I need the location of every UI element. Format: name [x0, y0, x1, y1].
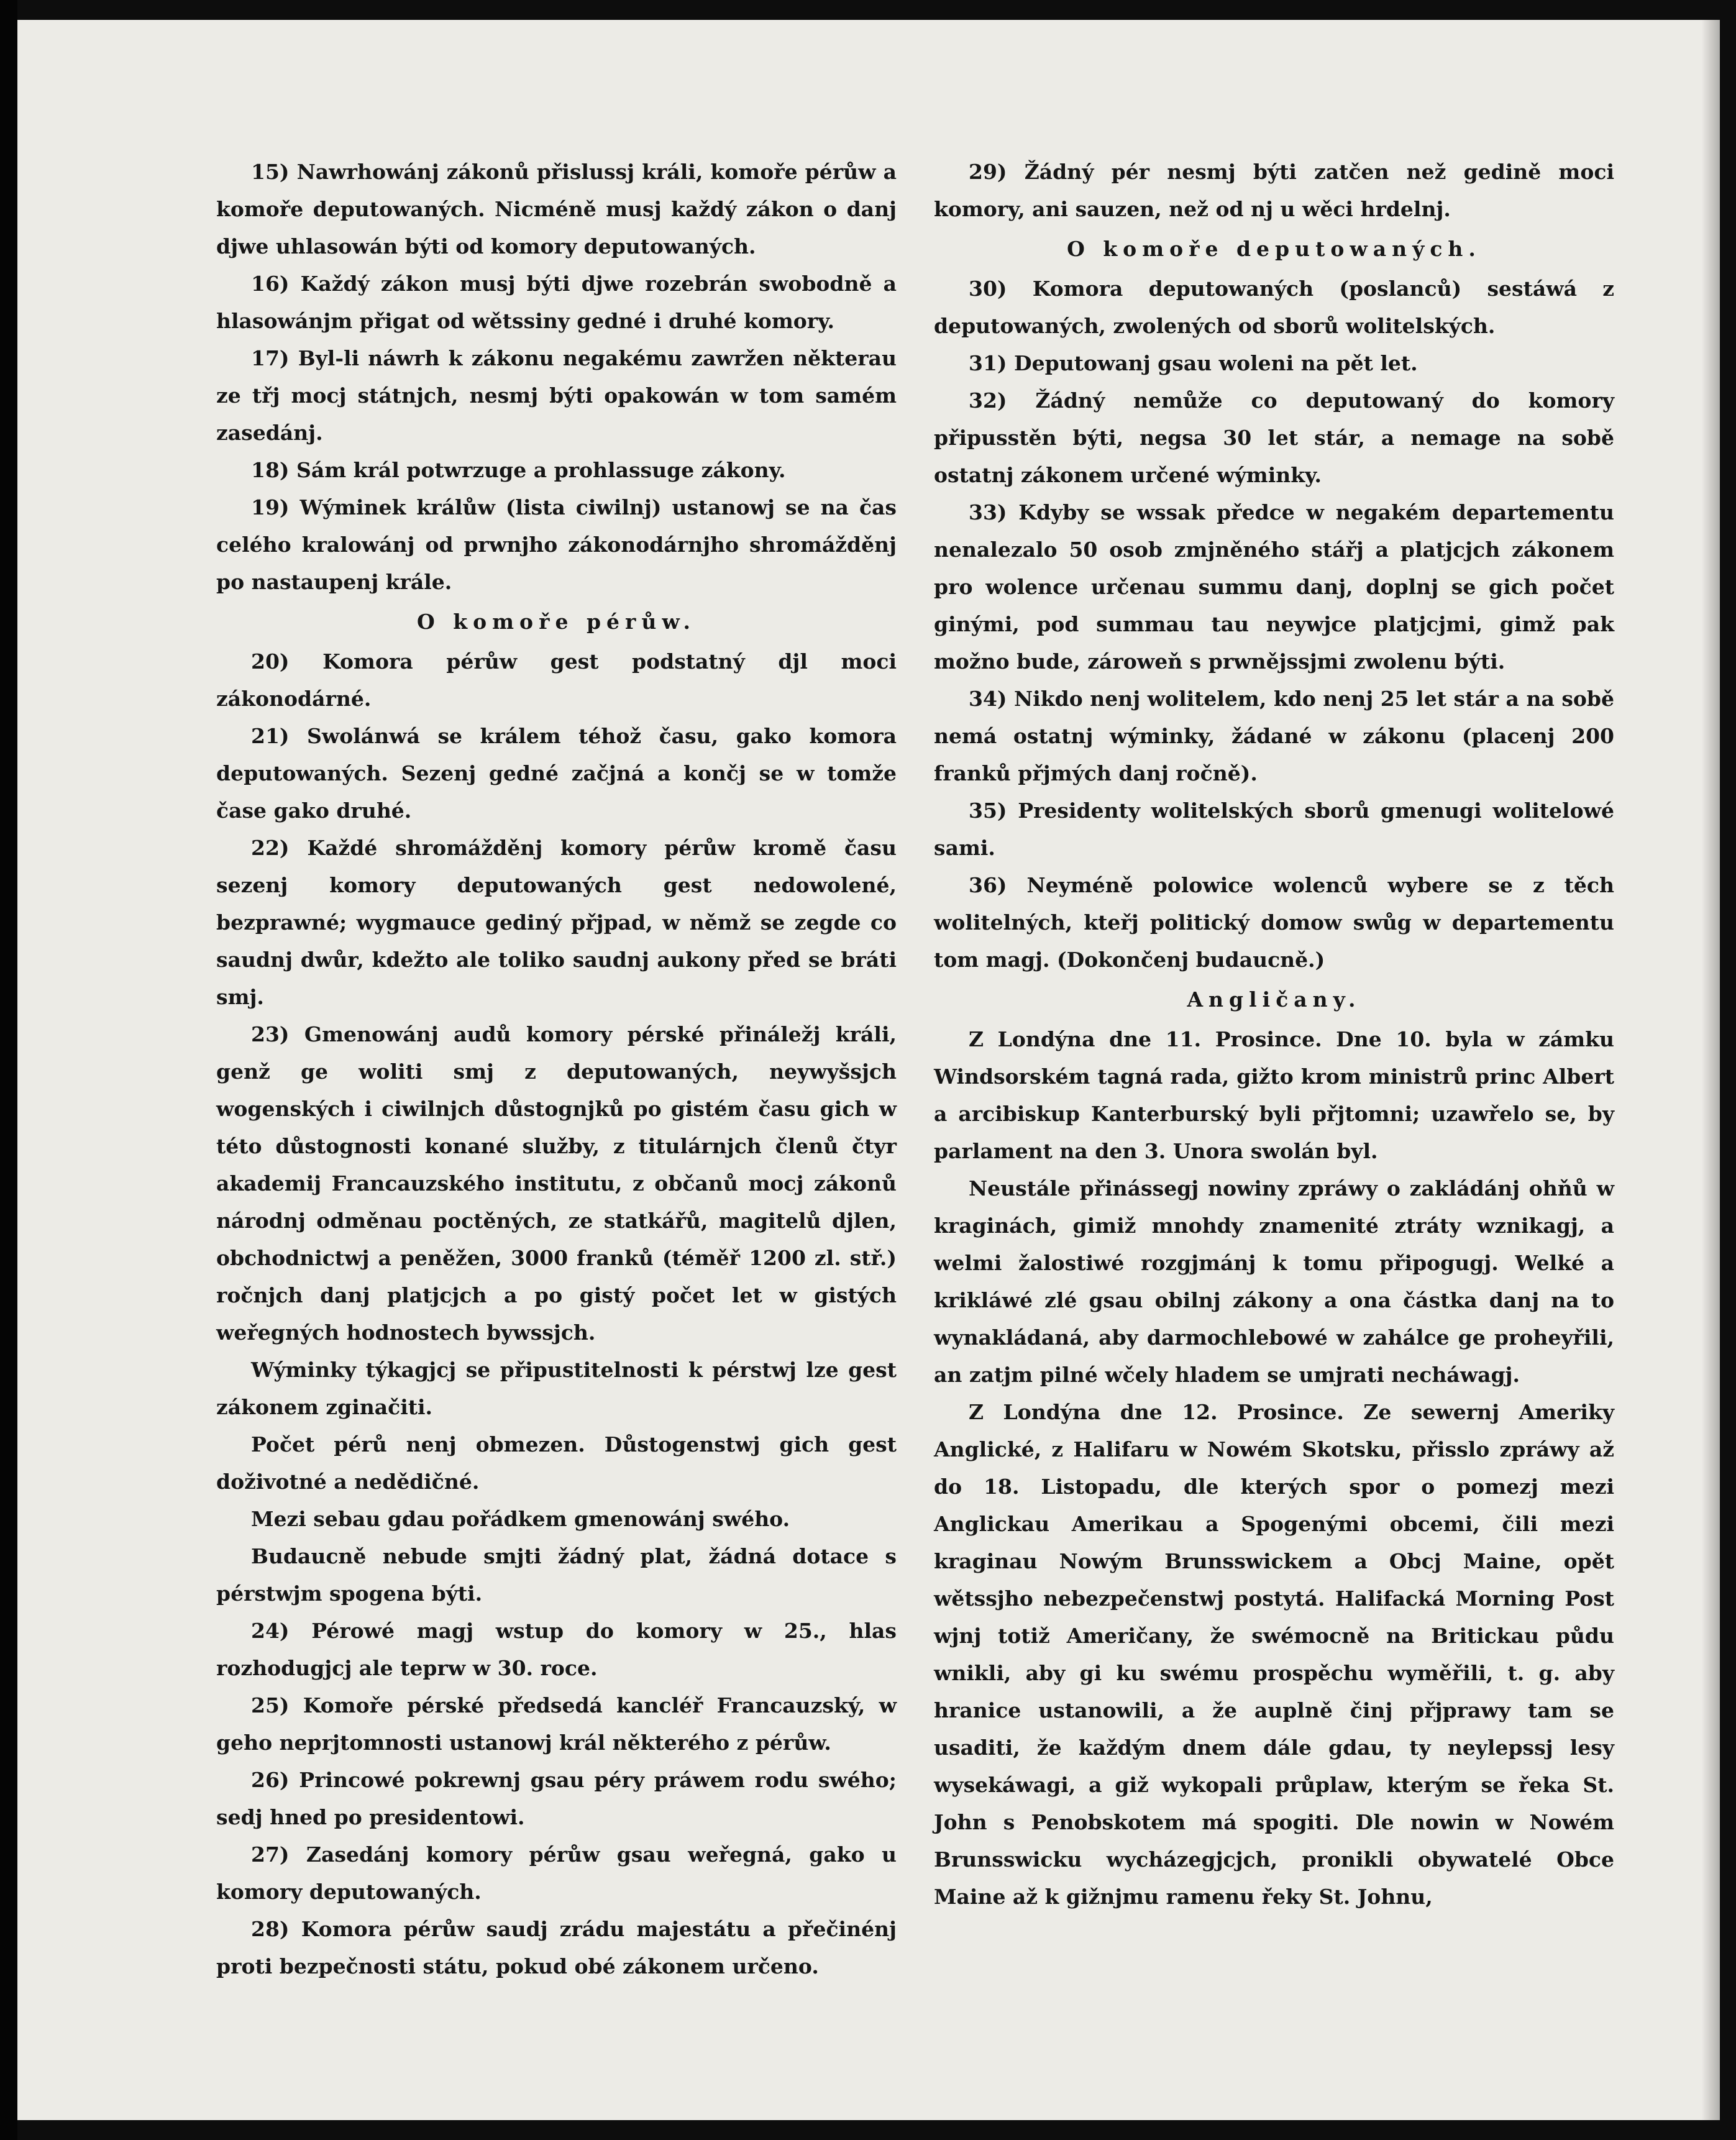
article-33: 33) Kdyby se wssak předce w negakém departementu nenalezalo 50 osob zmjněného stářj a platjcjch zákonem pro wolence určenau summu danj, doplnj se gich počet ginými, pod summau tau neywjce platjcjmi, gimž pak možno bude, zároweň s prwnějssjmi zwolenu býti. [934, 500, 1614, 674]
article-35: 35) Presidenty wolitelských sborů gmenugi wolitelowé sami. [934, 798, 1614, 860]
paragraph: Mezi sebau gdau pořádkem gmenowánj swého. [251, 1507, 790, 1531]
right-column [934, 153, 1614, 1916]
article-26: 26) Princowé pokrewnj gsau péry práwem rodu swého; sedj hned po presidentowi. [216, 1768, 897, 1829]
article-36: 36) Neyméně polowice wolenců wybere se z těch wolitelných, kteřj politický domow swůg w departementu tom magj. (Dokončenj budaucně.) [934, 873, 1614, 972]
news-london-11: Z Londýna dne 11. Prosince. Dne 10. byla w zámku Windsorském tagná rada, gižto krom ministrů princ Albert a arcibiskup Kanterburský byli přjtomni; uzawřelo se, by parlament na den 3. Unora swolán byl. [934, 1027, 1614, 1163]
article-31: 31) Deputowanj gsau woleni na pět let. [969, 351, 1418, 375]
article-29: 29) Žádný pér nesmj býti zatčen než gedině moci komory, ani sauzen, než od nj u wěci hrdelnj. [934, 160, 1614, 221]
article-17: 17) Byl-li náwrh k zákonu negakému zawržen některau ze třj mocj státnjch, nesmj býti opakowán w tom samém zasedánj. [216, 346, 897, 445]
article-20: 20) Komora pérůw gest podstatný djl moci zákonodárné. [216, 649, 897, 711]
article-15: 15) Nawrhowánj zákonů přislussj králi, komoře pérůw a komoře deputowaných. Nicméně musj každý zákon o danj djwe uhlasowán býti od komory deputowaných. [216, 160, 897, 258]
document-page [17, 20, 1720, 2120]
article-23: 23) Gmenowánj audů komory pérské přináležj králi, genž ge woliti smj z deputowaných, neywyšsjch wogenských i ciwilnjch důstognjků po gistém času gich w této důstognosti konané služby, z titulárnjch členů čtyr akademij Francauzského institutu, z občanů mocj zákonů národnj odměnau poctěných, ze statkářů, magitelů djlen, obchodnictwj a peněžen, 3000 franků (téměř 1200 zl. stř.) ročnjch danj platjcjch a po gistý počet let w gistých weřegných hodnostech bywssjch. [216, 1022, 897, 1345]
section-heading-england: Angličany. [1187, 987, 1361, 1012]
article-30: 30) Komora deputowaných (poslanců) sestáwá z deputowaných, zwolených od sborů wolitelských. [934, 277, 1614, 338]
article-28: 28) Komora pérůw saudj zrádu majestátu a přečinénj proti bezpečnosti státu, pokud obé zákonem určeno. [216, 1917, 897, 1978]
article-16: 16) Každý zákon musj býti djwe rozebrán swobodně a hlasowánjm přigat od wětssiny gedné i druhé komory. [216, 272, 897, 333]
article-27: 27) Zasedánj komory pérůw gsau weřegná, gako u komory deputowaných. [216, 1842, 897, 1904]
news-london-12: Z Londýna dne 12. Prosince. Ze sewernj Ameriky Anglické, z Halifaru w Nowém Skotsku, přisslo zpráwy až do 18. Listopadu, dle kterých spor o pomezj mezi Anglickau Amerikau a Spogenými obcemi, čili mezi kraginau Nowým Brunsswickem a Obcj Maine, opět wětssjho nebezpečenstwj postytá. Halifacká Morning Post wjnj totiž Američany, že swémocně na Britickau půdu wnikli, aby gi ku swému prospěchu wyměřili, t. g. aby hranice ustanowili, a že auplně činj přjprawy tam se usaditi, že každým dnem dále gdau, ty neylepssj lesy wysekáwagi, a giž wykopali průplaw, kterým se řeka St. John s Penobskotem má spogiti. Dle nowin w Nowém Brunsswicku wycházegjcjch, pronikli obywatelé Obce Maine až k gižnjmu ramenu řeky St. Johnu, [934, 1400, 1614, 1909]
scan-border-left [0, 0, 17, 2140]
left-column [216, 153, 897, 1985]
paragraph: Počet pérů nenj obmezen. Důstogenstwj gich gest doživotné a nedědičné. [216, 1432, 897, 1494]
section-heading-peers: O komoře pérůw. [417, 610, 696, 634]
section-heading-deputies: O komoře deputowaných. [1067, 237, 1481, 261]
article-32: 32) Žádný nemůže co deputowaný do komory připusstěn býti, negsa 30 let stár, a nemage na sobě ostatnj zákonem určené wýminky. [934, 388, 1614, 487]
paragraph: Budaucně nebude smjti žádný plat, žádná dotace s pérstwjm spogena býti. [216, 1544, 897, 1606]
article-18: 18) Sám král potwrzuge a prohlassuge zákony. [251, 458, 786, 482]
news-fires: Neustále přinássegj nowiny zpráwy o zakládánj ohňů w kraginách, gimiž mnohdy znamenité ztráty wznikagj, a welmi žalostiwé rozgjmánj k tomu připogugj. Welké a krikláwé zlé gsau obilnj zákony a ona částka danj na to wynakládaná, aby darmochlebowé w zahálce ge proheyřili, an zatjm pilné wčely hladem se umjrati necháwagj. [934, 1176, 1614, 1387]
article-25: 25) Komoře pérské předsedá kancléř Francauzský, w geho neprjtomnosti ustanowj král některého z pérůw. [216, 1693, 897, 1755]
article-21: 21) Swolánwá se králem téhož času, gako komora deputowaných. Sezenj gedné začjná a končj se w tomže čase gako druhé. [216, 724, 897, 823]
paragraph: Wýminky týkagjcj se připustitelnosti k pérstwj lze gest zákonem zginačiti. [216, 1358, 897, 1419]
article-34: 34) Nikdo nenj wolitelem, kdo nenj 25 let stár a na sobě nemá ostatnj wýminky, žádané w zákonu (placenj 200 franků přjmých danj ročně). [934, 687, 1614, 785]
article-24: 24) Pérowé magj wstup do komory w 25., hlas rozhodugjcj ale teprw w 30. roce. [216, 1619, 897, 1680]
article-19: 19) Wýminek králůw (lista ciwilnj) ustanowj se na čas celého kralowánj od prwnjho zákonodárnjho shromážděnj po nastaupenj krále. [216, 495, 897, 594]
article-22: 22) Každé shromážděnj komory pérůw kromě času sezenj komory deputowaných gest nedowolené, bezprawné; wygmauce gediný přjpad, w němž se zegde co saudnj dwůr, kdežto ale toliko saudnj aukony před se bráti smj. [216, 836, 897, 1009]
